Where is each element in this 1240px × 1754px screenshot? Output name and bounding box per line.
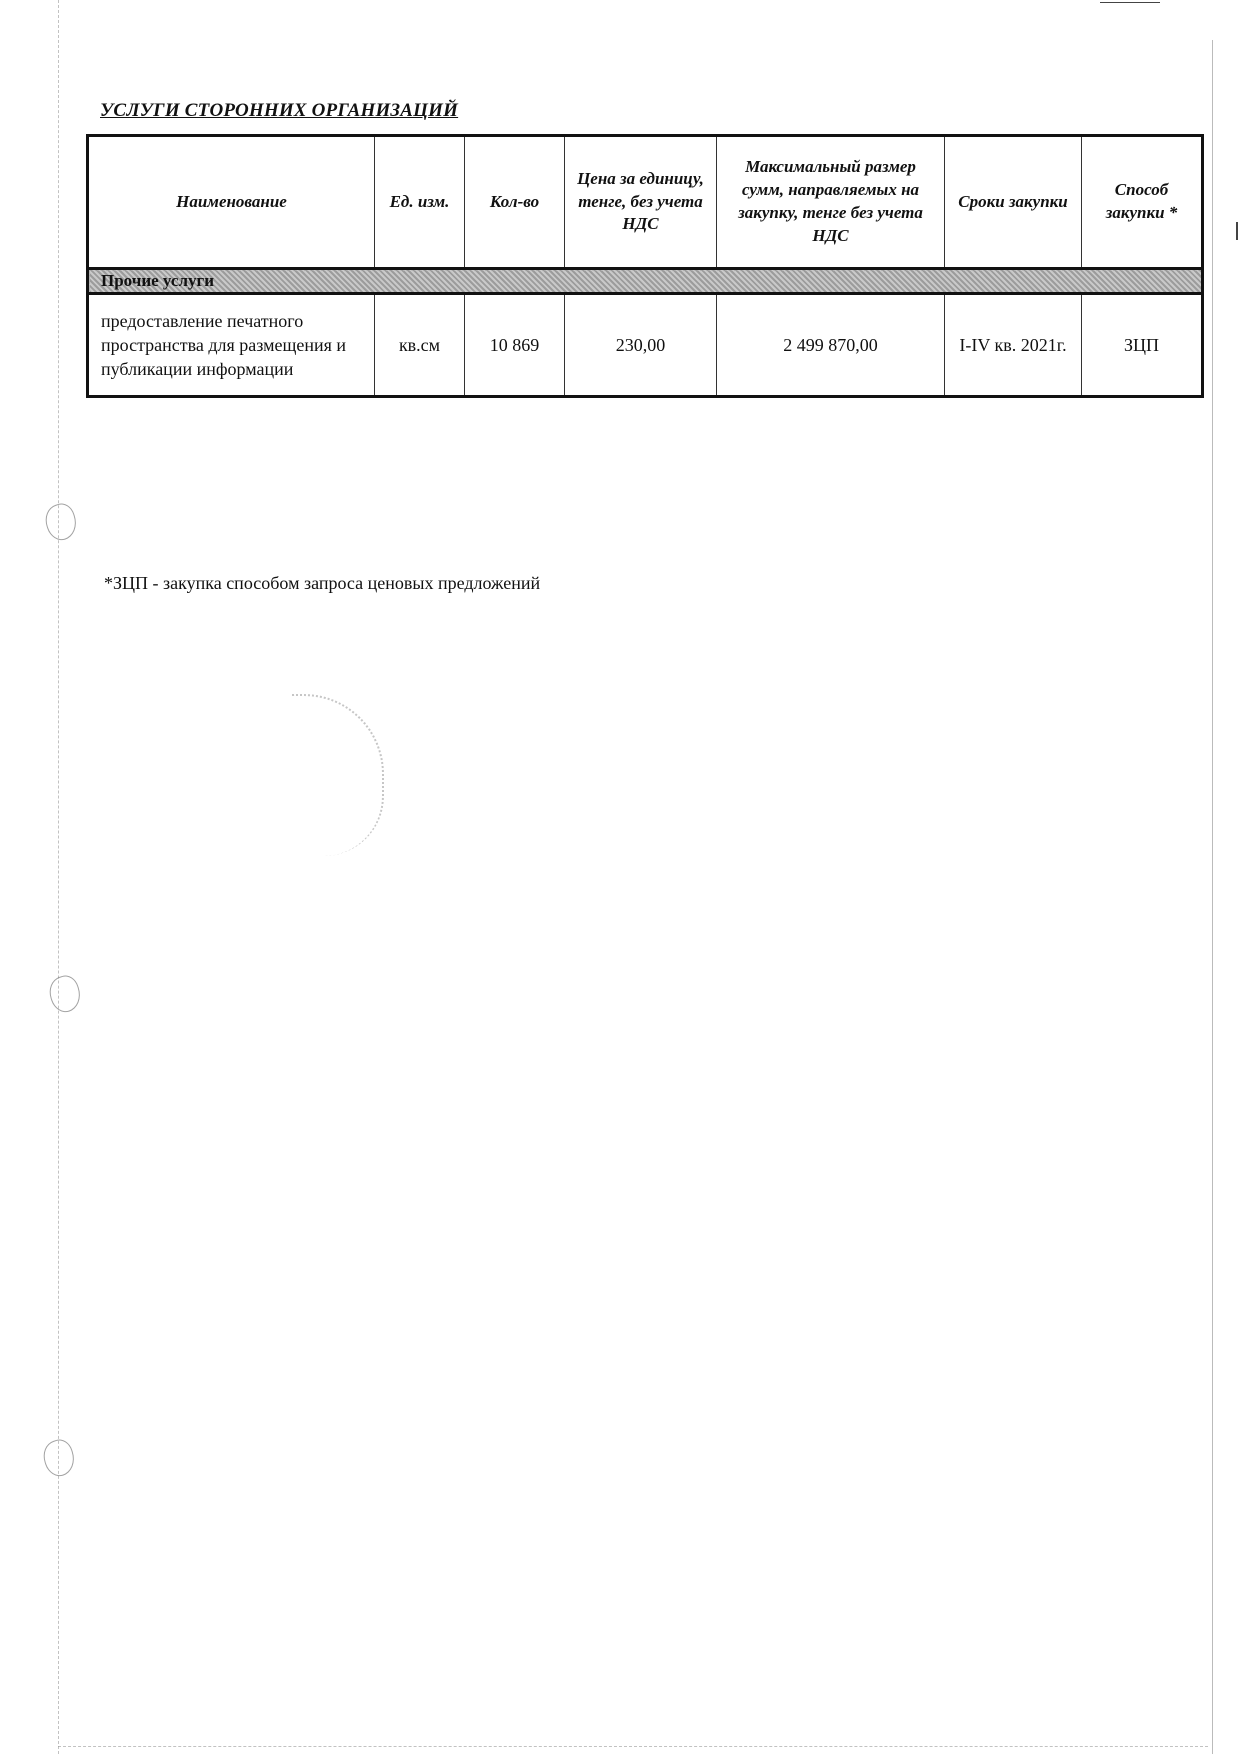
cell-name: предоставление печатного пространства для размещения и публикации информации: [88, 294, 375, 397]
footnote: *ЗЦП - закупка способом запроса ценовых предложений: [104, 573, 541, 593]
header-quantity: Кол-во: [465, 136, 565, 269]
header-max-amount: Максимальный размер сумм, направляемых на закупку, тенге без учета НДС: [717, 136, 945, 269]
page-edge-left: [58, 0, 59, 1754]
margin-mark-3: [39, 1436, 79, 1480]
page-edge-bottom: [58, 1746, 1208, 1747]
group-label: Прочие услуги: [88, 269, 1203, 294]
section-title: УСЛУГИ СТОРОННИХ ОРГАНИЗАЦИЙ: [100, 100, 459, 121]
header-period: Сроки закупки: [945, 136, 1082, 269]
page-edge-right: [1212, 40, 1213, 1754]
header-name: Наименование: [88, 136, 375, 269]
purchase-table: [86, 134, 1204, 398]
cell-unit: кв.см: [375, 294, 465, 397]
cell-method: ЗЦП: [1082, 294, 1203, 397]
header-method: Способ закупки *: [1082, 136, 1203, 269]
margin-mark-1: [41, 500, 81, 544]
group-row: [88, 269, 1203, 294]
faded-stamp-trace: [292, 694, 384, 856]
right-margin-tick: [1236, 222, 1238, 240]
table-row: [88, 294, 1203, 397]
header-unit: Ед. изм.: [375, 136, 465, 269]
cell-unit-price: 230,00: [565, 294, 717, 397]
margin-mark-2: [45, 972, 85, 1016]
cell-max-amount: 2 499 870,00: [717, 294, 945, 397]
header-unit-price: Цена за единицу, тенге, без учета НДС: [565, 136, 717, 269]
cell-period: I-IV кв. 2021г.: [945, 294, 1082, 397]
top-margin-mark: [1100, 2, 1160, 3]
cell-quantity: 10 869: [465, 294, 565, 397]
table-header-row: [88, 136, 1203, 269]
